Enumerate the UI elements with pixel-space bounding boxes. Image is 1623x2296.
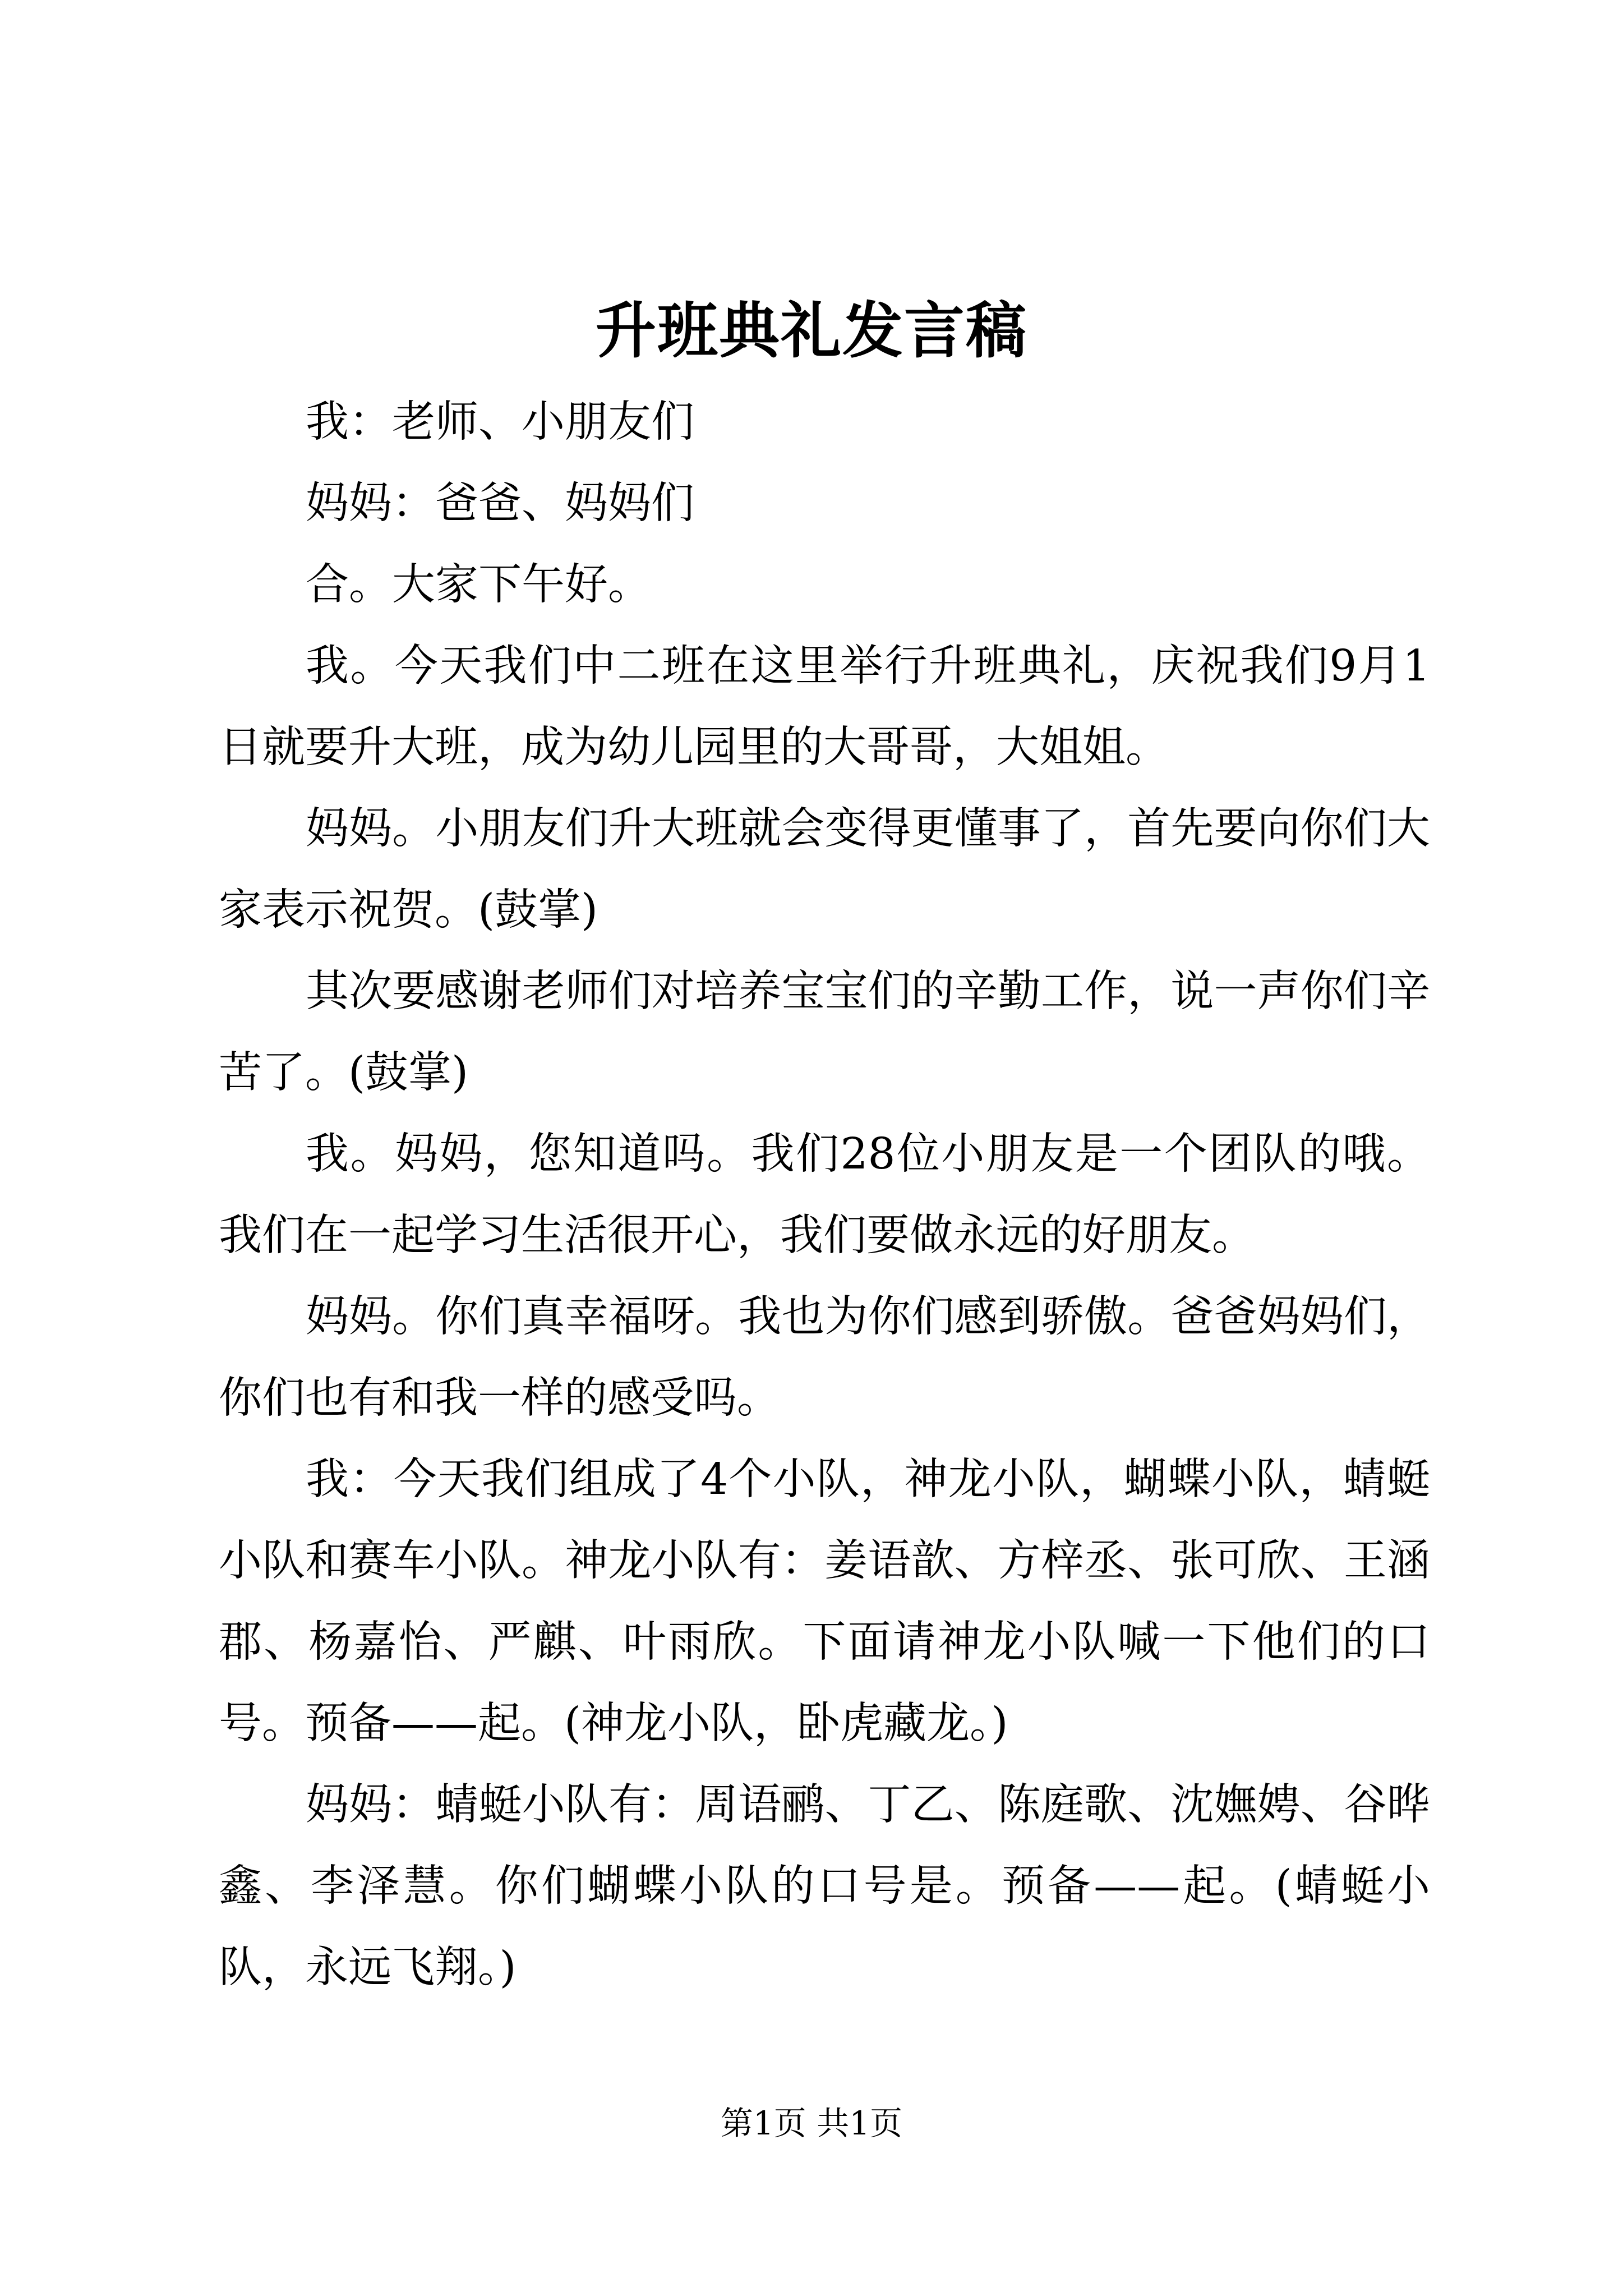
paragraph-8: 妈妈。你们真幸福呀。我也为你们感到骄傲。爸爸妈妈们，你们也有和我一样的感受吗。 [219,1292,1430,1423]
paragraph-9: 我：今天我们组成了4个小队，神龙小队，蝴蝶小队，蜻蜓小队和赛车小队。神龙小队有：姜语歆、方梓丞、张可欣、王涵郡、杨嘉怡、严麒、叶雨欣。下面请神龙小队喊一下他们的口号。预备——起。(神龙小队，卧虎藏龙。) [219,1455,1430,1749]
paragraph-10: 妈妈：蜻蜓小队有：周语鹂、丁乙、陈庭歌、沈嫵娉、谷晔鑫、李泽慧。你们蝴蝶小队的口号是。预备——起。(蜻蜓小队，永远飞翔。) [219,1780,1430,1993]
page-footer: 第1页 共1页 [720,2104,903,2142]
paragraph-6: 其次要感谢老师们对培养宝宝们的辛勤工作，说一声你们辛苦了。(鼓掌) [219,967,1430,1098]
paragraph-7: 我。妈妈，您知道吗。我们28位小朋友是一个团队的哦。我们在一起学习生活很开心，我们要做永远的好朋友。 [219,1129,1430,1260]
paragraph-2: 妈妈：爸爸、妈妈们 [306,478,694,528]
document-body [219,381,1430,2008]
document-title: 升班典礼发言稿 [595,296,1027,366]
paragraph-5: 妈妈。小朋友们升大班就会变得更懂事了，首先要向你们大家表示祝贺。(鼓掌) [219,804,1430,935]
paragraph-3: 合。大家下午好。 [306,560,651,610]
paragraph-1: 我：老师、小朋友们 [306,397,694,447]
paragraph-4: 我。今天我们中二班在这里举行升班典礼，庆祝我们9月1日就要升大班，成为幼儿园里的大哥哥，大姐姐。 [219,641,1430,772]
